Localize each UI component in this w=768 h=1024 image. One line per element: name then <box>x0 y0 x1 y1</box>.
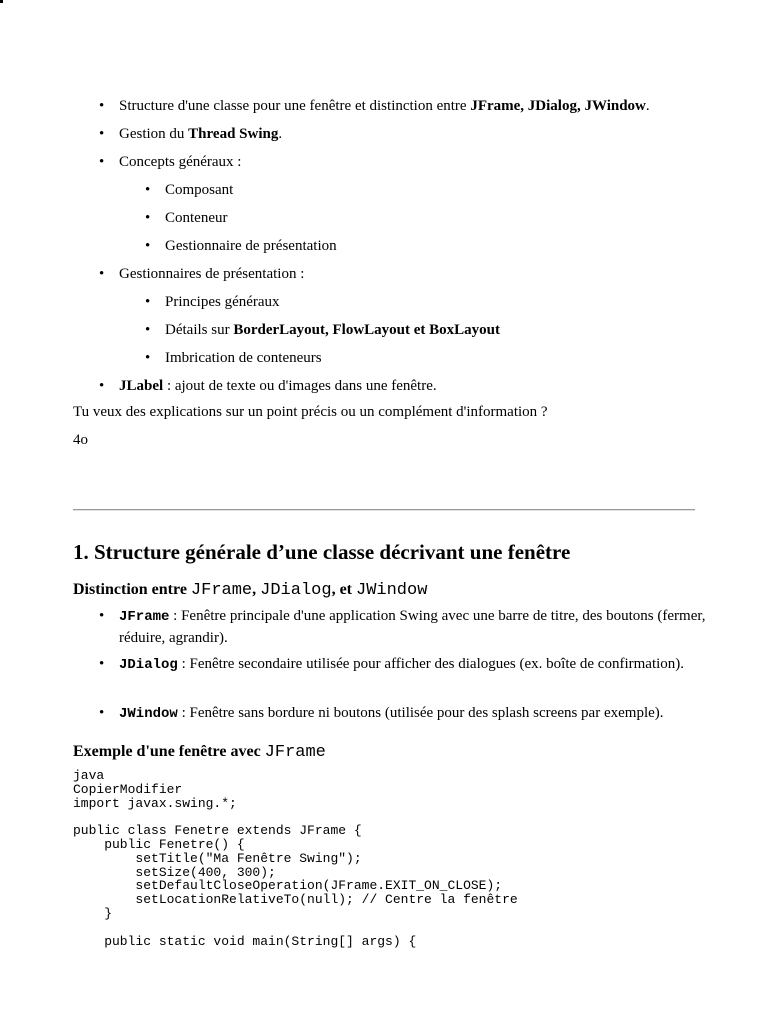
follow-up-question: Tu veux des explications sur un point précis ou un complément d'information ? <box>73 404 548 420</box>
item-text: : Fenêtre sans bordure ni boutons (utilisée pour des splash screens par exemple). <box>177 705 664 721</box>
item-text: : Fenêtre secondaire utilisée pour afficher des dialogues (ex. boîte de confirmation). <box>177 656 685 672</box>
bullet-icon: • <box>99 608 105 624</box>
item-text: Gestionnaires de présentation : <box>119 266 305 282</box>
item-text: . <box>645 98 650 114</box>
section-divider <box>73 509 695 511</box>
bullet-icon: • <box>145 322 151 338</box>
item-bold: BorderLayout, FlowLayout et BoxLayout <box>233 322 500 338</box>
model-label: 4o <box>73 432 88 448</box>
item-text: . <box>278 126 283 142</box>
item-bold: Thread Swing <box>188 126 279 142</box>
bullet-icon: • <box>99 98 105 114</box>
item-bold: JLabel <box>119 378 164 394</box>
item-text: : Fenêtre principale d'une application Swing avec une barre de titre, des boutons (fermer, réduire, agrandir). <box>119 608 706 646</box>
copy-button[interactable]: CopierModifier <box>73 781 183 797</box>
list-item <box>73 179 713 207</box>
bullet-icon: • <box>99 266 105 282</box>
bullet-icon: • <box>99 705 105 721</box>
subheading-example: Exemple d'une fenêtre avec JFrame <box>73 743 326 762</box>
item-bold: JFrame, JDialog, JWindow <box>470 98 646 114</box>
item-text: Détails sur <box>165 322 234 338</box>
subheading-distinction: Distinction entre JFrame, JDialog, et JWindow <box>73 581 428 600</box>
code-language-label: java <box>73 768 105 783</box>
code-term: JWindow <box>119 706 178 722</box>
section-title: 1. Structure générale d’une classe décrivant une fenêtre <box>73 540 571 564</box>
list-item <box>73 347 713 375</box>
list-item <box>73 263 713 291</box>
bullet-icon: • <box>145 350 151 366</box>
code-term: JDialog <box>119 657 178 673</box>
item-text: Concepts généraux : <box>119 154 242 170</box>
code-source: import javax.swing.*; public class Fenetre extends JFrame { public Fenetre() { setTitle("Ma Fenêtre Swing"); setSize(400, 300); setDefaultCloseOperation(JFrame.EXIT_ON_CLOSE); setLocationRelativeTo(null); // Centre la fenêtre } public static void main(String[] args) { <box>73 795 518 949</box>
bullet-icon: • <box>145 182 151 198</box>
summary-list <box>73 95 713 403</box>
code-term: JFrame <box>119 609 170 625</box>
item-text: : ajout de texte ou d'images dans une fenêtre. <box>163 378 437 394</box>
item-text: Conteneur <box>165 210 228 226</box>
item-text: Structure d'une classe pour une fenêtre et distinction entre <box>119 98 471 114</box>
item-text: Gestion du <box>119 126 189 142</box>
item-text: Gestionnaire de présentation <box>165 238 337 254</box>
bullet-icon: • <box>145 210 151 226</box>
item-text: Principes généraux <box>165 294 280 310</box>
list-item <box>73 151 713 179</box>
bullet-icon: • <box>99 656 105 672</box>
code-block <box>73 769 518 948</box>
bullet-icon: • <box>99 126 105 142</box>
list-item <box>73 123 713 151</box>
item-text: Composant <box>165 182 234 198</box>
corner-mark <box>0 0 3 3</box>
bullet-icon: • <box>145 294 151 310</box>
bullet-icon: • <box>99 154 105 170</box>
bullet-icon: • <box>99 378 105 394</box>
item-text: Imbrication de conteneurs <box>165 350 322 366</box>
list-item <box>73 207 713 235</box>
list-item <box>73 319 713 347</box>
list-item <box>73 235 713 263</box>
list-item <box>73 291 713 319</box>
list-item <box>73 95 713 123</box>
bullet-icon: • <box>145 238 151 254</box>
list-item <box>73 375 713 403</box>
